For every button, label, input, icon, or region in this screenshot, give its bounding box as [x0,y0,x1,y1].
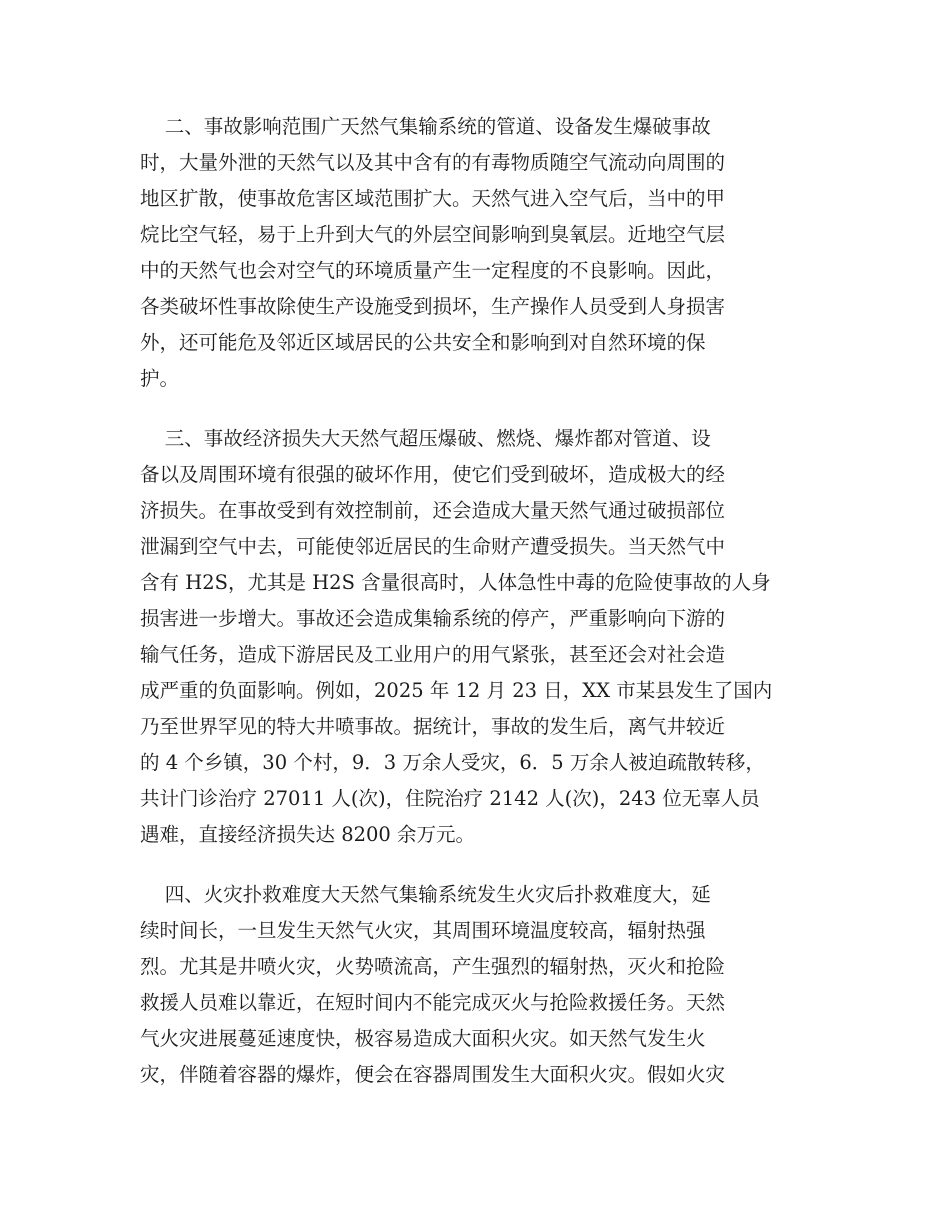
text-line: 救援人员难以靠近，在短时间内不能完成灭火与抢险救援任务。天然 [140,991,726,1014]
text-line: 二、事故影响范围广天然气集输系统的管道、设备发生爆破事故 [140,115,711,138]
text-line: 输气任务，造成下游居民及工业用户的用气紧张，甚至还会对社会造 [140,643,726,666]
text-line: 含有 H2S，尤其是 H2S 含量很高时，人体急性中毒的危险使事故的人身 [140,571,771,594]
text-line: 四、火灾扑救难度大天然气集输系统发生火灾后扑救难度大，延 [140,883,711,906]
text-line: 乃至世界罕见的特大井喷事故。据统计，事故的发生后，离气井较近 [140,715,726,738]
text-line: 外，还可能危及邻近区域居民的公共安全和影响到对自然环境的保 [140,331,706,354]
text-line: 的 4 个乡镇，30 个村，9．3 万余人受灾，6．5 万余人被迫疏散转移， [140,751,765,774]
text-line: 时，大量外泄的天然气以及其中含有的有毒物质随空气流动向周围的 [140,151,726,174]
text-line: 地区扩散，使事故危害区域范围扩大。天然气进入空气后，当中的甲 [140,187,726,210]
text-line: 遇难，直接经济损失达 8200 余万元。 [140,823,476,846]
text-line: 济损失。在事故受到有效控制前，还会造成大量天然气通过破损部位 [140,499,726,522]
text-line: 成严重的负面影响。例如，2025 年 12 月 23 日，XX 市某县发生了国内 [140,679,773,702]
text-line: 损害进一步增大。事故还会造成集输系统的停产，严重影响向下游的 [140,607,726,630]
text-line: 备以及周围环境有很强的破坏作用，使它们受到破坏，造成极大的经 [140,463,726,486]
text-line: 续时间长，一旦发生天然气火灾，其周围环境温度较高，辐射热强 [140,919,706,942]
text-line: 烷比空气轻，易于上升到大气的外层空间影响到臭氧层。近地空气层 [140,223,726,246]
text-line: 烈。尤其是井喷火灾，火势喷流高，产生强烈的辐射热，灭火和抢险 [140,955,726,978]
text-line: 护。 [140,367,180,390]
text-line: 各类破坏性事故除使生产设施受到损坏，生产操作人员受到人身损害 [140,295,726,318]
text-line: 灾，伴随着容器的爆炸，便会在容器周围发生大面积火灾。假如火灾 [140,1063,726,1086]
text-line: 共计门诊治疗 27011 人(次)，住院治疗 2142 人(次)，243 位无辜人员 [140,787,760,810]
text-line: 中的天然气也会对空气的环境质量产生一定程度的不良影响。因此， [140,259,726,282]
text-line: 气火灾进展蔓延速度快，极容易造成大面积火灾。如天然气发生火 [140,1027,706,1050]
text-line: 泄漏到空气中去，可能使邻近居民的生命财产遭受损失。当天然气中 [140,535,726,558]
text-line: 三、事故经济损失大天然气超压爆破、燃烧、爆炸都对管道、设 [140,427,711,450]
